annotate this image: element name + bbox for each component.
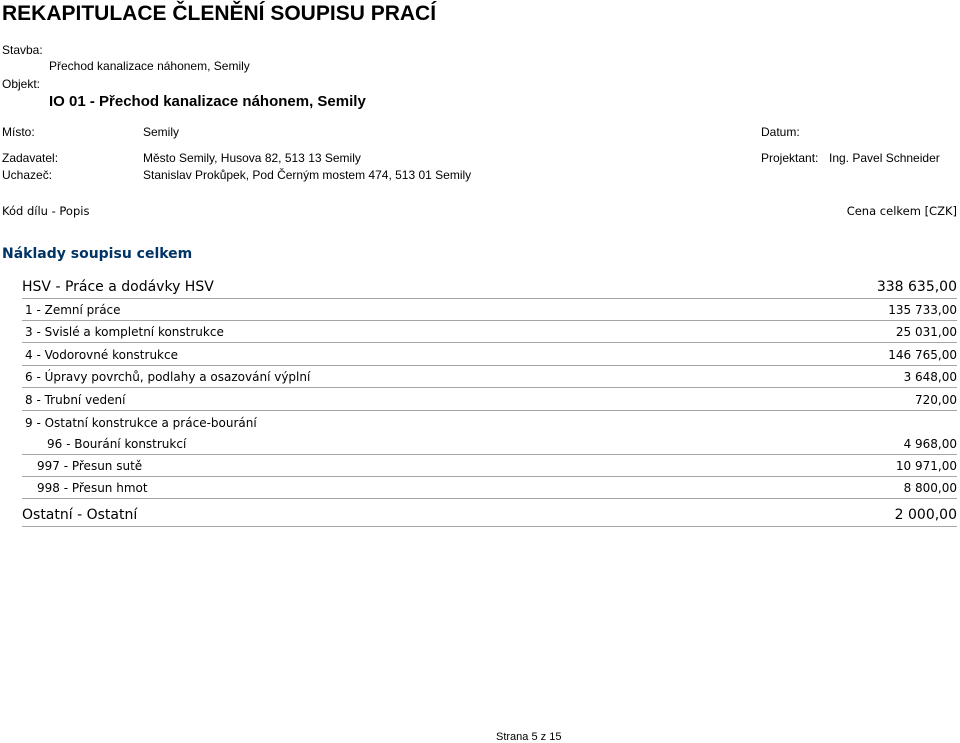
page-number: Strana 5 z 15	[496, 731, 562, 743]
column-header-price: Cena celkem [CZK]	[846, 204, 957, 218]
row-label: 6 - Úpravy povrchů, podlahy a osazování výplní	[25, 370, 311, 384]
projektant-label: Projektant:	[761, 151, 819, 165]
table-row	[22, 477, 957, 499]
row-label: 4 - Vodorovné konstrukce	[25, 348, 178, 362]
row-value: 720,00	[915, 393, 957, 407]
stavba-label: Stavba:	[2, 43, 43, 57]
row-label: 997 - Přesun sutě	[37, 459, 143, 473]
page-title: REKAPITULACE ČLENĚNÍ SOUPISU PRACÍ	[2, 2, 437, 25]
uchazec-label: Uchazeč:	[2, 168, 53, 182]
table-row	[22, 455, 957, 477]
row-label: HSV - Práce a dodávky HSV	[22, 279, 214, 295]
row-label: 8 - Trubní vedení	[25, 393, 126, 407]
table-row	[22, 299, 957, 321]
table-row	[22, 433, 957, 455]
uchazec-value: Stanislav Prokůpek, Pod Černým mostem 474, 513 01 Semily	[143, 168, 472, 182]
objekt-value: IO 01 - Přechod kanalizace náhonem, Semily	[49, 93, 366, 110]
objekt-label: Objekt:	[2, 77, 41, 91]
row-value: 135 733,00	[888, 303, 957, 317]
row-value: 8 800,00	[903, 481, 957, 495]
row-value: 25 031,00	[895, 325, 957, 339]
row-value: 2 000,00	[894, 507, 957, 523]
row-label: 9 - Ostatní konstrukce a práce-bourání	[25, 416, 257, 430]
table-row-ostatni	[22, 501, 957, 527]
misto-label: Místo:	[2, 125, 35, 139]
table-row	[22, 411, 957, 433]
row-value: 10 971,00	[895, 459, 957, 473]
row-value: 338 635,00	[876, 279, 957, 295]
row-value: 3 648,00	[903, 370, 957, 384]
table-row	[22, 389, 957, 411]
row-value: 146 765,00	[888, 348, 957, 362]
table-row-hsv	[22, 273, 957, 299]
misto-value: Semily	[143, 125, 180, 139]
datum-label: Datum:	[761, 125, 800, 139]
row-label: 3 - Svislé a kompletní konstrukce	[25, 325, 224, 339]
row-label: 1 - Zemní práce	[25, 303, 121, 317]
row-value: 4 968,00	[903, 437, 957, 451]
table-row	[22, 321, 957, 343]
row-label: 998 - Přesun hmot	[37, 481, 148, 495]
table-row	[22, 366, 957, 388]
row-label: Ostatní - Ostatní	[22, 507, 138, 523]
stavba-value: Přechod kanalizace náhonem, Semily	[49, 59, 250, 73]
projektant-value: Ing. Pavel Schneider	[829, 151, 940, 165]
table-row	[22, 344, 957, 366]
zadavatel-label: Zadavatel:	[2, 151, 59, 165]
zadavatel-value: Město Semily, Husova 82, 513 13 Semily	[143, 151, 361, 165]
row-label: 96 - Bourání konstrukcí	[47, 437, 187, 451]
column-header-code: Kód dílu - Popis	[2, 204, 90, 218]
section-title: Náklady soupisu celkem	[2, 246, 193, 262]
